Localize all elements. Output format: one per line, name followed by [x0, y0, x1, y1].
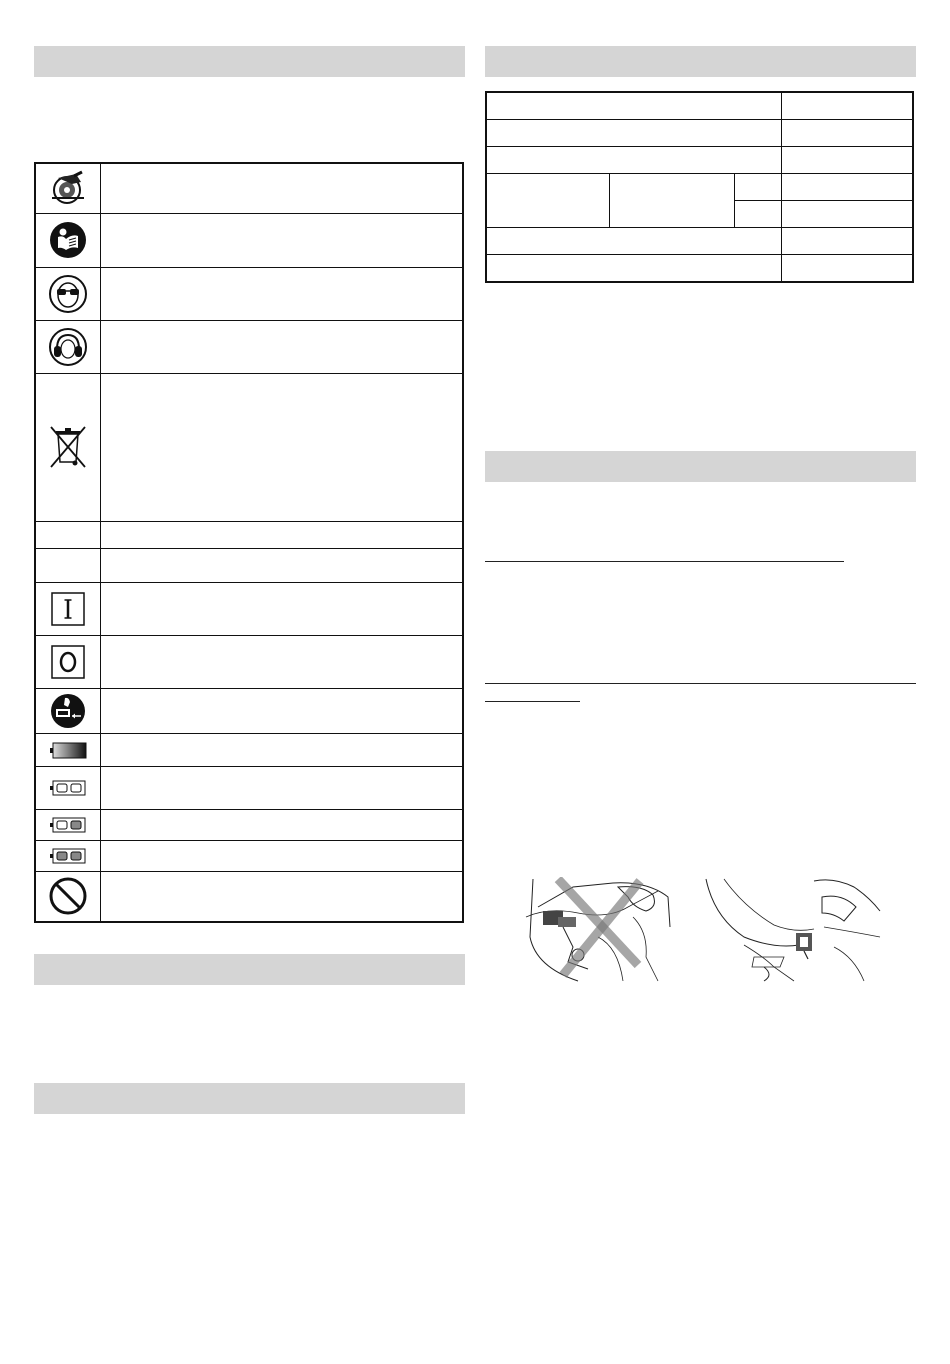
battery-two-full-icon	[49, 847, 87, 865]
table-row	[486, 120, 913, 147]
symbol-description	[101, 373, 464, 521]
table-row	[486, 147, 913, 174]
table-row	[35, 521, 463, 548]
symbol-description	[101, 733, 464, 766]
table-row	[35, 582, 463, 635]
table-row	[35, 267, 463, 320]
spec-sublabel	[610, 174, 735, 228]
symbol-description	[101, 635, 464, 688]
table-row	[35, 688, 463, 733]
prohibited-icon	[48, 876, 88, 916]
spec-label	[486, 255, 782, 283]
ear-protection-icon	[48, 327, 88, 367]
icon-cell	[35, 320, 101, 373]
table-row	[35, 733, 463, 766]
table-row	[35, 320, 463, 373]
icon-cell	[35, 809, 101, 840]
incorrect-usage-illustration	[518, 877, 673, 983]
section-header-left-3	[34, 1083, 465, 1114]
symbol-description	[101, 320, 464, 373]
spec-value	[782, 174, 914, 201]
spec-unit	[735, 201, 782, 228]
symbol-description	[101, 521, 464, 548]
read-manual-icon	[48, 220, 88, 260]
spec-value	[782, 120, 914, 147]
symbol-description	[101, 871, 464, 922]
table-row	[35, 635, 463, 688]
underline-rule	[485, 561, 844, 562]
symbol-description	[101, 213, 464, 267]
icon-cell	[35, 635, 101, 688]
symbol-description	[101, 840, 464, 871]
battery-full-icon	[49, 740, 87, 760]
disconnect-battery-icon	[49, 692, 87, 730]
table-row	[486, 174, 913, 201]
spec-value	[782, 92, 914, 120]
spec-label	[486, 92, 782, 120]
table-row	[35, 373, 463, 521]
spec-label	[486, 174, 610, 228]
table-row	[486, 228, 913, 255]
table-row	[486, 255, 913, 283]
spec-value	[782, 228, 914, 255]
icon-cell	[35, 213, 101, 267]
icon-cell	[35, 733, 101, 766]
underline-rule	[485, 701, 580, 702]
section-header-left-2	[34, 954, 465, 985]
table-row	[35, 213, 463, 267]
table-row	[486, 92, 913, 120]
eye-protection-icon	[48, 274, 88, 314]
spec-value	[782, 147, 914, 174]
icon-cell	[35, 688, 101, 733]
icon-cell	[35, 548, 101, 582]
spec-value	[782, 255, 914, 283]
icon-cell	[35, 373, 101, 521]
icon-cell	[35, 840, 101, 871]
underline-rule	[485, 683, 916, 684]
icon-cell	[35, 521, 101, 548]
specifications-table	[485, 91, 914, 283]
section-header-right-2	[485, 451, 916, 482]
table-row	[35, 548, 463, 582]
table-row	[35, 766, 463, 809]
spec-value	[782, 201, 914, 228]
spec-label	[486, 228, 782, 255]
spec-label	[486, 120, 782, 147]
symbol-description	[101, 766, 464, 809]
battery-one-full-icon	[49, 816, 87, 834]
symbols-table	[34, 162, 464, 923]
switch-on-icon	[50, 591, 86, 627]
table-row	[35, 163, 463, 213]
section-header-specifications	[485, 46, 916, 77]
symbol-description	[101, 267, 464, 320]
section-header-symbols	[34, 46, 465, 77]
spec-label	[486, 147, 782, 174]
symbol-description	[101, 582, 464, 635]
symbol-description	[101, 688, 464, 733]
switch-off-icon	[50, 644, 86, 680]
symbol-description	[101, 163, 464, 213]
spec-unit	[735, 174, 782, 201]
icon-cell	[35, 871, 101, 922]
icon-cell	[35, 267, 101, 320]
circular-saw-icon	[48, 168, 88, 208]
correct-usage-illustration	[704, 877, 882, 983]
battery-two-empty-icon	[49, 779, 87, 797]
table-row	[35, 871, 463, 922]
crossed-out-wheelie-bin-icon	[48, 424, 88, 470]
symbol-description	[101, 809, 464, 840]
table-row	[35, 840, 463, 871]
icon-cell	[35, 582, 101, 635]
icon-cell	[35, 766, 101, 809]
icon-cell	[35, 163, 101, 213]
table-row	[35, 809, 463, 840]
symbol-description	[101, 548, 464, 582]
